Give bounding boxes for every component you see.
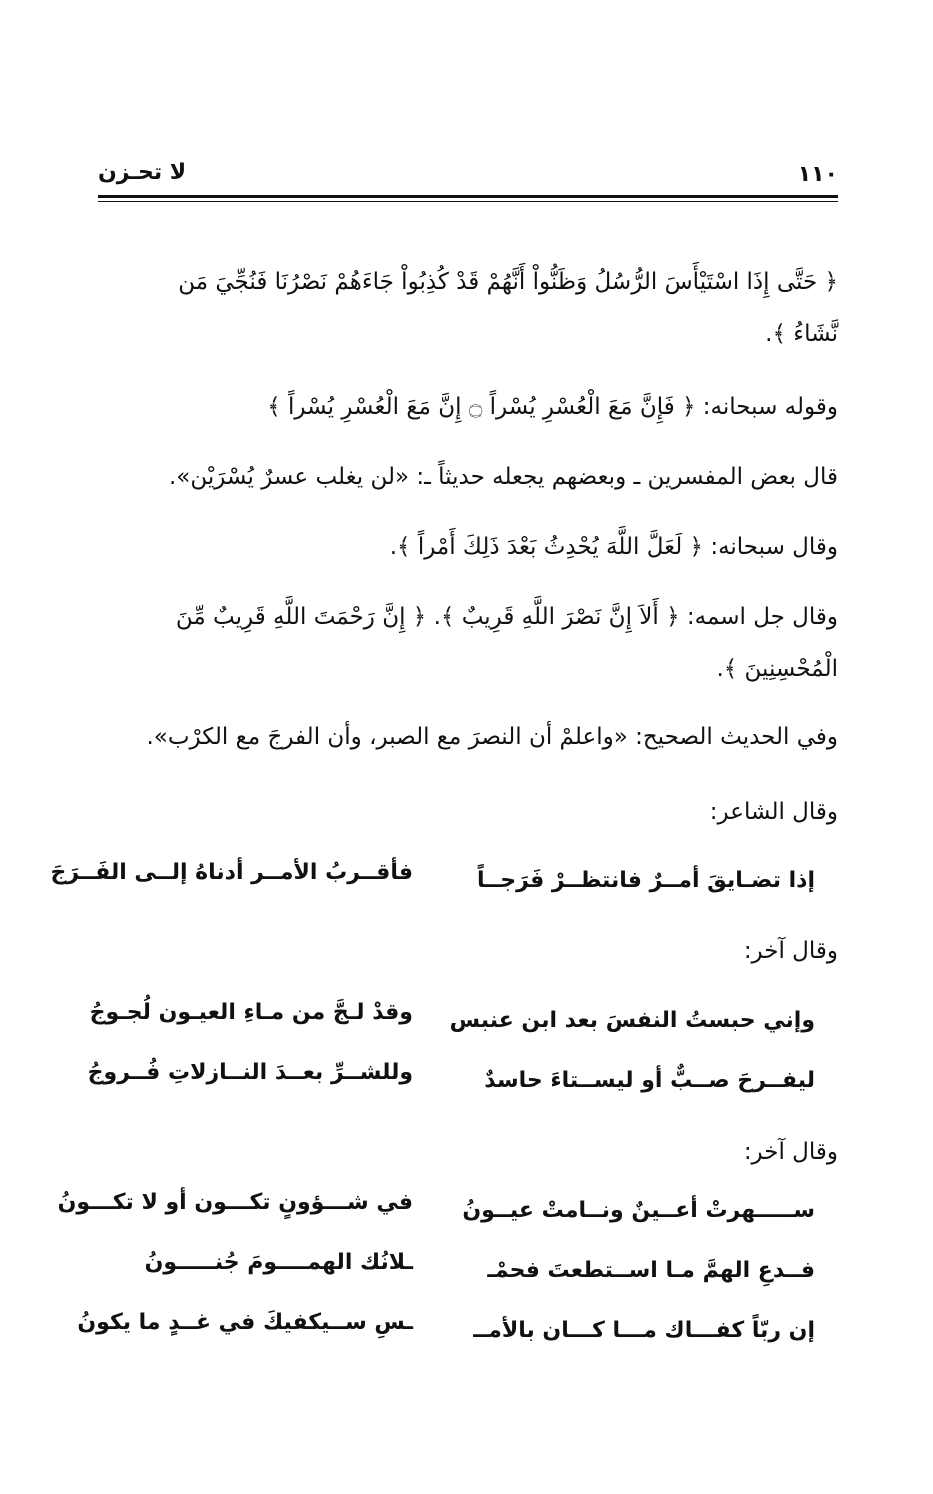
paragraph: وقال سبحانه: ﴿ لَعَلَّ اللَّهَ يُحْدِثُ بَعْدَ ذَلِكَ أَمْراً ﴾. [389,534,838,560]
verse-second-hemistich: ـسِ ســيكفيكَ في غــدٍ ما يكونُ [77,1310,413,1335]
page-number: ١١٠ [797,162,838,187]
paragraph-line: الْمُحْسِنِينَ ﴾. [716,655,838,682]
verse-first-hemistich: وإني حبستُ النفسَ بعد ابن عنبس [449,1008,815,1033]
verse-second-hemistich: في شـــؤونٍ تكـــون أو لا تكـــونُ [57,1190,413,1215]
verse-second-hemistich: فأقــربُ الأمــر أدناهُ إلــى الفَــرَجَ [50,860,413,885]
paragraph-line: نَّشَاءُ ﴾. [765,320,838,347]
page-header [98,150,838,190]
header-rule-thick [98,195,838,198]
verse-first-hemistich: ســـــهرتْ أعــينٌ ونــامتْ عيــونُ [462,1198,815,1223]
poet-intro: وقال الشاعر: [709,799,838,825]
hadith-paragraph: وفي الحديث الصحيح: «واعلمْ أن النصرَ مع الصبر، وأن الفرجَ مع الكرْب». [146,724,838,750]
paragraph-line: ﴿ حَتَّى إِذَا اسْتَيْأَسَ الرُّسُلُ وَظَنُّواْ أَنَّهُمْ قَدْ كُذِبُواْ جَاءَهُمْ نَصْرُنَا فَنُجِّيَ مَن [178,269,838,295]
verse-first-hemistich: ليفــرحَ صــبٌّ أو ليســتاءَ حاسدٌ [484,1068,815,1093]
verse-second-hemistich: وقدْ لـجَّ من مـاءِ العيـون لُجـوجُ [89,1000,413,1025]
paragraph: قال بعض المفسرين ـ وبعضهم يجعله حديثاً ـ: «لن يغلب عسرٌ يُسْرَيْن». [169,464,838,490]
header-rule-thin [98,201,838,202]
paragraph-line: وقال جل اسمه: ﴿ أَلاَ إِنَّ نَصْرَ اللَّهِ قَرِيبٌ ﴾. ﴿ إِنَّ رَحْمَتَ اللَّهِ قَرِيبٌ مِّنَ [175,604,838,630]
paragraph: وقوله سبحانه: ﴿ فَإِنَّ مَعَ الْعُسْرِ يُسْراً ۝ إِنَّ مَعَ الْعُسْرِ يُسْراً ﴾ [267,394,838,420]
poet-intro: وقال آخر: [743,938,838,964]
verse-first-hemistich: إذا تضـايقَ أمــرٌ فانتظــرْ فَرَجــاً [476,868,815,893]
paragraph [98,603,838,685]
running-title: لا تحـزن [98,160,187,185]
verse-first-hemistich: فــدعِ الهمَّ مـا اســتطعتَ فحمْـ [487,1258,815,1283]
verse-second-hemistich: ـلانُك الهمــــومَ جُنـــــونُ [144,1250,413,1275]
quran-verse-paragraph [98,268,838,350]
poet-intro: وقال آخر: [743,1139,838,1165]
verse-first-hemistich: إن ربّاً كفـــاك مـــا كـــان بالأمــ [473,1318,815,1343]
verse-second-hemistich: وللشــرِّ بعــدَ النــازلاتِ فُــروجُ [87,1060,413,1085]
